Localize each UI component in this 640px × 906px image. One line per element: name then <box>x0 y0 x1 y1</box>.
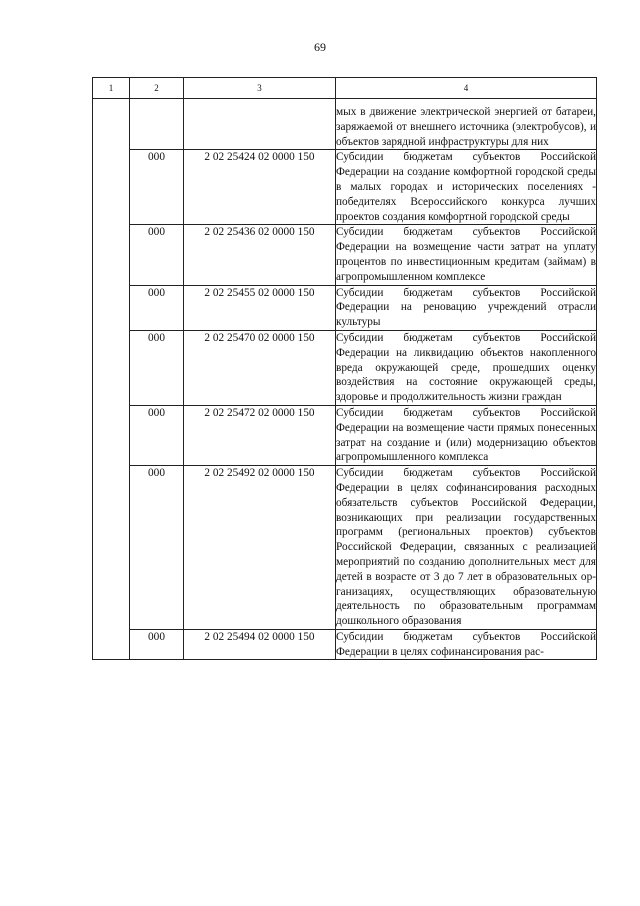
table-row <box>93 405 597 465</box>
admin-code-cell: 000 <box>130 150 184 225</box>
budget-code-cell: 2 02 25470 02 0000 150 <box>184 330 336 405</box>
budget-classification-table <box>92 77 597 660</box>
description-cell: Субсидии бюджетам субъектов Российской Федерации на реновацию учреждений отрасли культуры <box>336 285 597 330</box>
budget-code-cell: 2 02 25455 02 0000 150 <box>184 285 336 330</box>
description-cell: Субсидии бюджетам субъектов Российской Федерации на возмещение части затрат на уплату процентов по инвестиционным кредитам (займам) в агропромышленном комплексе <box>336 225 597 285</box>
description-cell: Субсидии бюджетам субъектов Российской Федерации в целях софинансирования рас- <box>336 629 597 660</box>
description-cell: мых в движение электрической энергией от батареи, заряжаемой от внешнего источника (электробусов), и объектов зарядной инфраструктуры для них <box>336 99 597 150</box>
table-row <box>93 629 597 660</box>
description-cell: Субсидии бюджетам субъектов Российской Федерации на создание комфортной городской среды в малых городах и исторических поселениях - победителях Всероссийского конкурса лучших проектов создания комфортной городской среды <box>336 150 597 225</box>
table-row <box>93 330 597 405</box>
table-row <box>93 285 597 330</box>
table-row <box>93 225 597 285</box>
column-number-4: 4 <box>336 78 597 99</box>
admin-code-cell: 000 <box>130 405 184 465</box>
column-number-2: 2 <box>130 78 184 99</box>
column-number-1: 1 <box>93 78 130 99</box>
description-cell: Субсидии бюджетам субъектов Российской Федерации в целях софинансирования расходных обязательств субъектов Российской Федерации, возникающих при реализации государственных программ (региональных проектов) субъектов Российской Федерации, связанных с реализацией мероприятий по созданию дополнительных мест для детей в возрасте от 3 до 7 лет в образовательных организациях, осуществляющих образовательную деятельность по образовательным программам дошкольного образования <box>336 466 597 630</box>
table-row <box>93 150 597 225</box>
column-number-row <box>93 78 597 99</box>
budget-code-cell: 2 02 25472 02 0000 150 <box>184 405 336 465</box>
page-number: 69 <box>314 40 326 54</box>
admin-code-cell: 000 <box>130 629 184 660</box>
table-row <box>93 466 597 630</box>
row-empty-cell <box>93 99 130 660</box>
budget-code-cell: 2 02 25492 02 0000 150 <box>184 466 336 630</box>
description-cell: Субсидии бюджетам субъектов Российской Федерации на ликвидацию объектов накопленного вреда окружающей среде, прошедших оценку воздействия на состояние окружающей среды, здоровье и продолжительность жизни граждан <box>336 330 597 405</box>
budget-code-cell: 2 02 25424 02 0000 150 <box>184 150 336 225</box>
table-row <box>93 99 597 150</box>
admin-code-cell: 000 <box>130 285 184 330</box>
column-number-3: 3 <box>184 78 336 99</box>
description-cell: Субсидии бюджетам субъектов Российской Федерации на возмещение части прямых понесенных затрат на создание и (или) модернизацию объектов агропромышленного комплекса <box>336 405 597 465</box>
admin-code-cell: 000 <box>130 225 184 285</box>
admin-code-cell <box>130 99 184 150</box>
admin-code-cell: 000 <box>130 330 184 405</box>
budget-code-cell <box>184 99 336 150</box>
budget-code-cell: 2 02 25494 02 0000 150 <box>184 629 336 660</box>
admin-code-cell: 000 <box>130 466 184 630</box>
budget-code-cell: 2 02 25436 02 0000 150 <box>184 225 336 285</box>
